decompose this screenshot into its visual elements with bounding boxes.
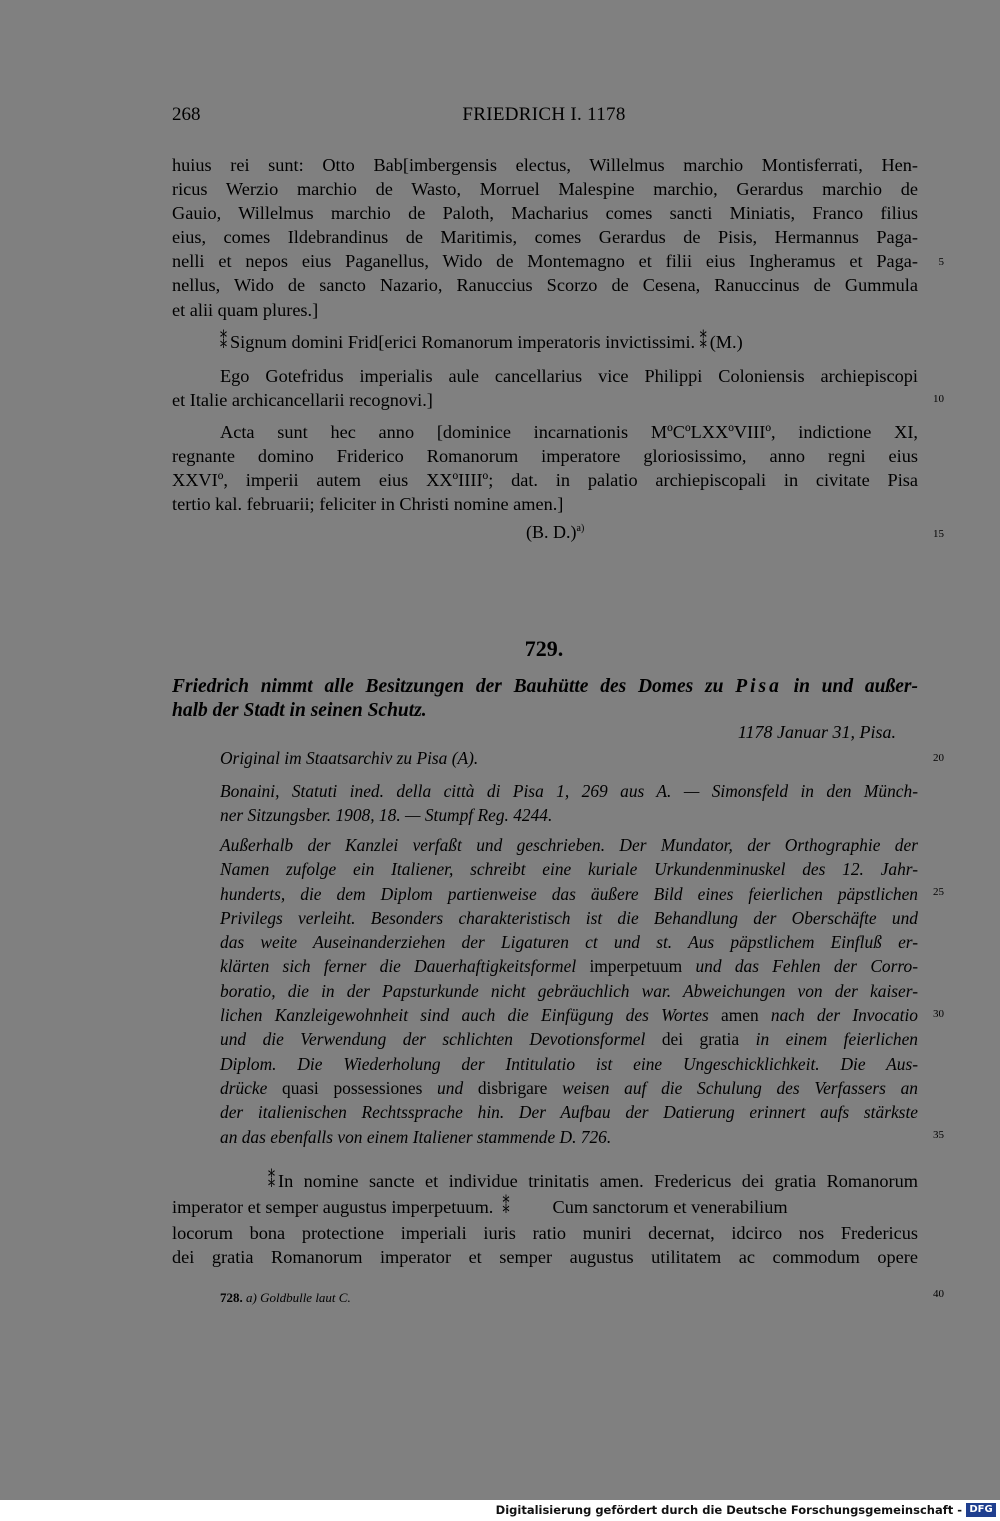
text-line: Gauio, Willelmus marchio de Paloth, Macharius comes sancti Miniatis, Franco filius bbox=[172, 203, 918, 224]
chrismon-icon: ⁑ bbox=[268, 1171, 275, 1193]
line-number: 25 bbox=[933, 886, 944, 898]
line-number: 10 bbox=[933, 393, 944, 405]
text-line: und die Verwendung der schlichten Devotionsformel dei gratia in einem feierlichen bbox=[220, 1029, 918, 1050]
text-line: Außerhalb der Kanzlei verfaßt und geschrieben. Der Mundator, der Orthographie der bbox=[220, 835, 918, 855]
text-line: ricus Werzio marchio de Wasto, Morruel Malespine marchio, Gerardus marchio de bbox=[172, 179, 918, 200]
running-head: FRIEDRICH I. 1178 bbox=[462, 104, 626, 125]
document-number: 729. bbox=[524, 636, 564, 661]
line-number: 15 bbox=[933, 528, 944, 540]
text-line: Privilegs verleiht. Besonders charakteristisch ist die Behandlung der Oberschäfte und bbox=[220, 907, 918, 928]
date-place: 1178 Januar 31, Pisa. bbox=[737, 722, 896, 742]
text-line: das weite Auseinanderziehen der Ligaturen ct und st. Aus päpstlichem Einfluß er- bbox=[220, 932, 918, 953]
line-number: 20 bbox=[933, 752, 944, 764]
monogram-mark-icon: ⁑ bbox=[699, 332, 707, 354]
editions-note bbox=[220, 779, 918, 828]
text-line: der italienischen Rechtssprache hin. Der Aufbau der Datierung erinnert aufs stärkste bbox=[220, 1102, 918, 1123]
commentary bbox=[220, 833, 918, 1149]
monogram-icon: ⁑ bbox=[502, 1197, 510, 1219]
line-number: 30 bbox=[933, 1008, 944, 1020]
footnote bbox=[220, 1290, 351, 1306]
text-line: XXVIº, imperii autem eius XXºIIIIº; dat. in palatio archiepiscopali in civitate Pisa bbox=[172, 470, 918, 491]
footnote-text: a) Goldbulle laut C. bbox=[246, 1290, 351, 1305]
footnote-ref: a) bbox=[576, 523, 585, 534]
witness-list bbox=[172, 153, 918, 322]
text-line: Ego Gotefridus imperialis aule cancellarius vice Philippi Coloniensis archiepiscopi bbox=[220, 366, 918, 386]
text-line: nellus, Wido de sancto Nazario, Ranuccius Scorzo de Cesena, Ranuccinus de Gummula bbox=[172, 275, 918, 296]
text-line: tertio kal. februarii; feliciter in Christi nomine amen.] bbox=[172, 494, 564, 515]
text-line: ner Sitzungsber. 1908, 18. — Stumpf Reg. 4244. bbox=[220, 805, 553, 826]
footnote-number: 728. bbox=[220, 1290, 243, 1305]
line-number: 35 bbox=[933, 1129, 944, 1141]
text-line: Bonaini, Statuti ined. della città di Pisa 1, 269 aus A. — Simonsfeld in den Münch- bbox=[220, 781, 918, 801]
text-line: klärten sich ferner die Dauerhaftigkeitsformel imperpetuum und das Fehlen der Corro- bbox=[220, 956, 918, 977]
page-header bbox=[172, 104, 916, 130]
text-line: Namen zufolge ein Italiener, schreibt eine kuriale Urkundenminuskel des 12. Jahr- bbox=[220, 859, 918, 880]
line-number: 40 bbox=[933, 1288, 944, 1300]
signum-text: Signum domini Frid[erici Romanorum imperatoris invictissimi. bbox=[230, 332, 696, 352]
text-line: hunderts, die dem Diplom partienweise das äußere Bild eines feierlichen päpstlichen bbox=[220, 883, 918, 904]
text-line: et alii quam plures.] bbox=[172, 299, 319, 320]
text-line: drücke quasi possessiones und disbrigare weisen auf die Schulung des Verfassers an bbox=[220, 1077, 918, 1098]
text-line: eius, comes Ildebrandinus de Maritimis, comes Gerardus de Pisis, Hermannus Paga- bbox=[172, 227, 918, 248]
line-number: 5 bbox=[938, 256, 944, 268]
text-line: locorum bona protectione imperiali iuris ratio muniri decernat, idcirco nos Fredericus bbox=[172, 1222, 918, 1243]
text-line: Acta sunt hec anno [dominice incarnationis MºCºLXXºVIIIº, indictione XI, bbox=[220, 422, 918, 442]
text-line: regnante domino Friderico Romanorum imperatore gloriosissimo, anno regni eius bbox=[172, 446, 918, 467]
text-line: imperator et semper augustus imperpetuum. ⁑ Cum sanctorum et venerabilium bbox=[172, 1195, 918, 1221]
text-line: dei gratia Romanorum imperator et semper augustus utilitatem ac commodum opere bbox=[172, 1246, 918, 1267]
text-line: et Italie archicancellarii recognovi.] bbox=[172, 390, 433, 411]
funding-credit: Digitalisierung gefördert durch die Deutsche Forschungsgemeinschaft - bbox=[495, 1503, 962, 1517]
text-line: nelli et nepos eius Paganellus, Wido de Montemagno et filii eius Ingheramus et Paga- bbox=[172, 251, 918, 272]
original-note: Original im Staatsarchiv zu Pisa (A). bbox=[220, 748, 479, 768]
signum-mark-icon: ⁑ bbox=[220, 332, 227, 354]
document-text bbox=[172, 1169, 918, 1269]
dating-clause bbox=[172, 420, 918, 516]
signum-line bbox=[220, 330, 918, 356]
seal-note: (B. D.)$^{a)}$ bbox=[526, 522, 585, 542]
regest-line: halb der Stadt in seinen Schutz. bbox=[172, 700, 427, 721]
text-line: an das ebenfalls von einem Italiener stammende D. 726. bbox=[220, 1126, 612, 1147]
text-line: boratio, die in der Papsturkunde nicht gebräuchlich war. Abweichungen von der kaiser- bbox=[220, 980, 918, 1001]
text-line: huius rei sunt: Otto Bab[imbergensis electus, Willelmus marchio Montisferrati, Hen- bbox=[172, 155, 918, 175]
regest-line: Friedrich nimmt alle Besitzungen der Bauhütte des Domes zu Pisa in und außer- bbox=[172, 676, 918, 697]
regest bbox=[172, 675, 918, 723]
recognition-clause bbox=[172, 364, 918, 412]
monogram-note: (M.) bbox=[709, 332, 743, 352]
text-line: Diplom. Die Wiederholung der Intitulatio ist eine Ungeschicklichkeit. Die Aus- bbox=[220, 1053, 918, 1074]
dfg-logo[interactable]: DFG bbox=[966, 1503, 996, 1517]
page-number: 268 bbox=[172, 104, 201, 125]
text-line: ⁑ In nomine sancte et individue trinitatis amen. Fredericus dei gratia Romanorum bbox=[172, 1169, 918, 1195]
footer-bar bbox=[0, 1500, 1000, 1521]
text-line: lichen Kanzleigewohnheit sind auch die Einfügung des Wortes amen nach der Invocatio bbox=[220, 1005, 918, 1026]
